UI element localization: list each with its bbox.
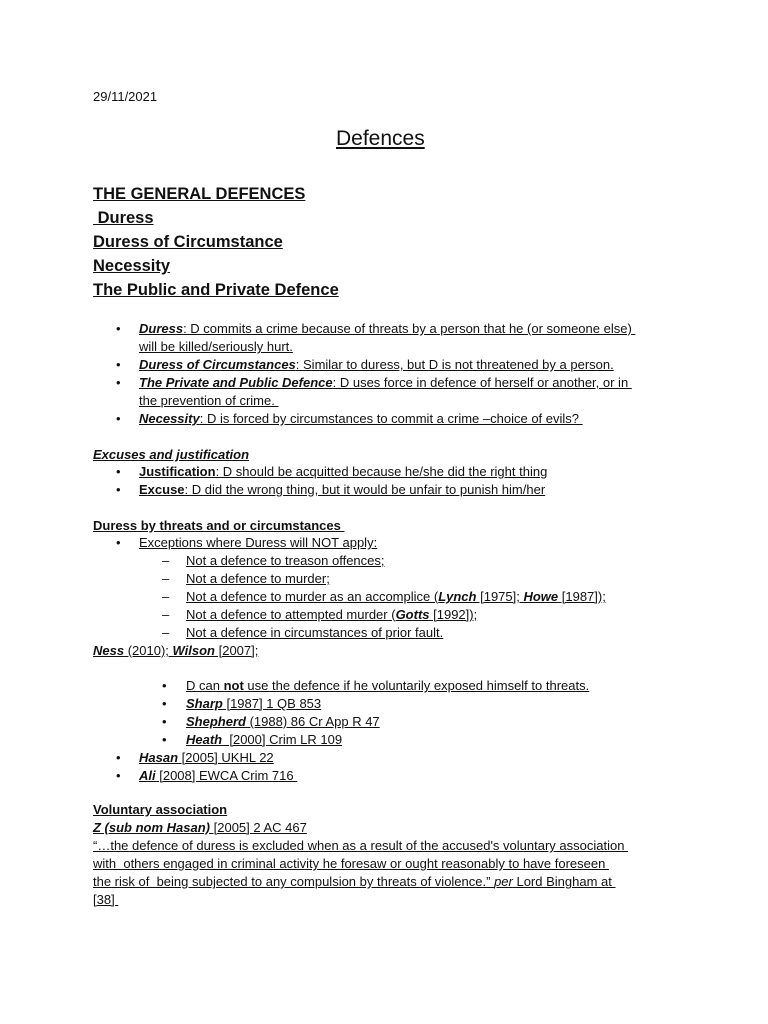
page-title: Defences	[336, 127, 425, 150]
document-date: 29/11/2021	[93, 89, 158, 104]
term-necessity: Necessity	[139, 411, 200, 426]
exception-treason: Not a defence to treason offences;	[186, 553, 385, 568]
item-text: [1987]);	[558, 589, 606, 604]
case-gotts: Gotts	[395, 607, 430, 622]
definition-duress	[139, 320, 635, 338]
bullet-marker: •	[116, 357, 121, 372]
item-justification	[139, 463, 547, 481]
item-exceptions: Exceptions where Duress will NOT apply:	[139, 535, 378, 550]
term-private-public-defence: The Private and Public Defence	[139, 375, 333, 390]
item-text: (1988) 86 Cr App R 47	[245, 714, 380, 729]
item-text: the risk of being subjected to any compulsion by threats of violence.”	[93, 874, 495, 889]
term-justification: Justification	[139, 464, 216, 479]
item-text: [2005] UKHL 22	[178, 750, 274, 765]
item-text: [1975];	[476, 589, 524, 604]
heading-duress-of-circumstance: Duress of Circumstance	[93, 233, 283, 251]
item-excuse	[139, 481, 545, 499]
heading-excuses-justification: Excuses and justification	[93, 447, 250, 462]
bullet-marker: •	[116, 375, 121, 390]
dash-marker: –	[162, 553, 170, 568]
item-text: [2008] EWCA Crim 716	[155, 768, 298, 783]
item-text: [2007];	[215, 643, 259, 658]
exception-accomplice	[186, 588, 606, 606]
definition-necessity	[139, 410, 583, 428]
definition-text: : D uses force in defence of herself or another, or in	[332, 375, 632, 390]
cases-ness-wilson	[93, 642, 258, 660]
dash-marker: –	[162, 571, 170, 586]
dash-marker: –	[162, 625, 170, 640]
item-sharp	[186, 695, 321, 713]
dash-marker: –	[162, 589, 170, 604]
item-text: : D did the wrong thing, but it would be unfair to punish him/her	[184, 482, 546, 497]
exception-attempted-murder	[186, 606, 477, 624]
heading-duress-by-threats: Duress by threats and or circumstances	[93, 518, 345, 533]
heading-duress: Duress	[93, 209, 154, 227]
item-text: D can	[186, 678, 224, 693]
definition-duress-of-circumstances	[139, 356, 614, 374]
case-hasan: Hasan	[139, 750, 179, 765]
term-duress: Duress	[139, 321, 184, 336]
definition-text: : D commits a crime because of threats by a person that he (or someone else)	[183, 321, 636, 336]
item-text: Not a defence to attempted murder (	[186, 607, 396, 622]
item-ali	[139, 767, 297, 785]
bullet-marker: •	[116, 768, 121, 783]
case-wilson: Wilson	[172, 643, 215, 658]
quote-line-1: “…the defence of duress is excluded when as a result of the accused's voluntary association	[93, 838, 629, 853]
bullet-marker: •	[116, 750, 121, 765]
term-duress-of-circumstances: Duress of Circumstances	[139, 357, 296, 372]
definition-duress-cont: will be killed/seriously hurt.	[139, 339, 293, 354]
item-voluntary-exposure	[186, 677, 589, 695]
item-text: Lord Bingham at	[512, 874, 616, 889]
item-text: (2010);	[124, 643, 173, 658]
exception-prior-fault: Not a defence in circumstances of prior fault.	[186, 625, 444, 640]
item-text: [2000] Crim LR 109	[222, 732, 343, 747]
bullet-marker: •	[116, 321, 121, 336]
case-howe: Howe	[523, 589, 559, 604]
item-text: [2005] 2 AC 467	[210, 820, 307, 835]
quote-line-4: [38]	[93, 892, 119, 907]
exception-murder: Not a defence to murder;	[186, 571, 330, 586]
item-heath	[186, 731, 342, 749]
bullet-marker: •	[162, 696, 167, 711]
heading-general-defences: THE GENERAL DEFENCES	[93, 185, 306, 203]
bullet-marker: •	[162, 678, 167, 693]
bullet-marker: •	[162, 732, 167, 747]
item-text: use the defence if he voluntarily exposed himself to threats.	[243, 678, 590, 693]
item-text: [1987] 1 QB 853	[222, 696, 322, 711]
item-hasan	[139, 749, 274, 767]
quote-line-2: with others engaged in criminal activity he foresaw or ought reasonably to have foreseen	[93, 856, 609, 871]
heading-voluntary-association: Voluntary association	[93, 802, 228, 817]
bullet-marker: •	[116, 535, 121, 550]
case-ness: Ness	[93, 643, 125, 658]
bullet-marker: •	[116, 464, 121, 479]
emphasis-not: not	[223, 678, 244, 693]
bullet-marker: •	[162, 714, 167, 729]
item-shepherd	[186, 713, 380, 731]
case-lynch: Lynch	[438, 589, 477, 604]
item-text: Not a defence to murder as an accomplice (	[186, 589, 439, 604]
heading-public-private-defence: The Public and Private Defence	[93, 281, 339, 299]
definition-private-public-defence-cont: the prevention of crime.	[139, 393, 279, 408]
heading-necessity: Necessity	[93, 257, 171, 275]
case-shepherd: Shepherd	[186, 714, 246, 729]
case-sharp: Sharp	[186, 696, 223, 711]
case-z-hasan: Z (sub nom Hasan)	[93, 820, 211, 835]
definition-text: : D is forced by circumstances to commit a crime –choice of evils?	[199, 411, 583, 426]
dash-marker: –	[162, 607, 170, 622]
definition-text: : Similar to duress, but D is not threatened by a person.	[295, 357, 614, 372]
item-text: [1992]);	[429, 607, 478, 622]
case-heath: Heath	[186, 732, 223, 747]
term-excuse: Excuse	[139, 482, 185, 497]
bullet-marker: •	[116, 411, 121, 426]
definition-private-public-defence	[139, 374, 632, 392]
emphasis-per: per	[494, 874, 513, 889]
case-z-line	[93, 819, 307, 837]
quote-line-3	[93, 873, 615, 891]
item-text: : D should be acquitted because he/she did the right thing	[215, 464, 548, 479]
case-ali: Ali	[139, 768, 156, 783]
bullet-marker: •	[116, 482, 121, 497]
